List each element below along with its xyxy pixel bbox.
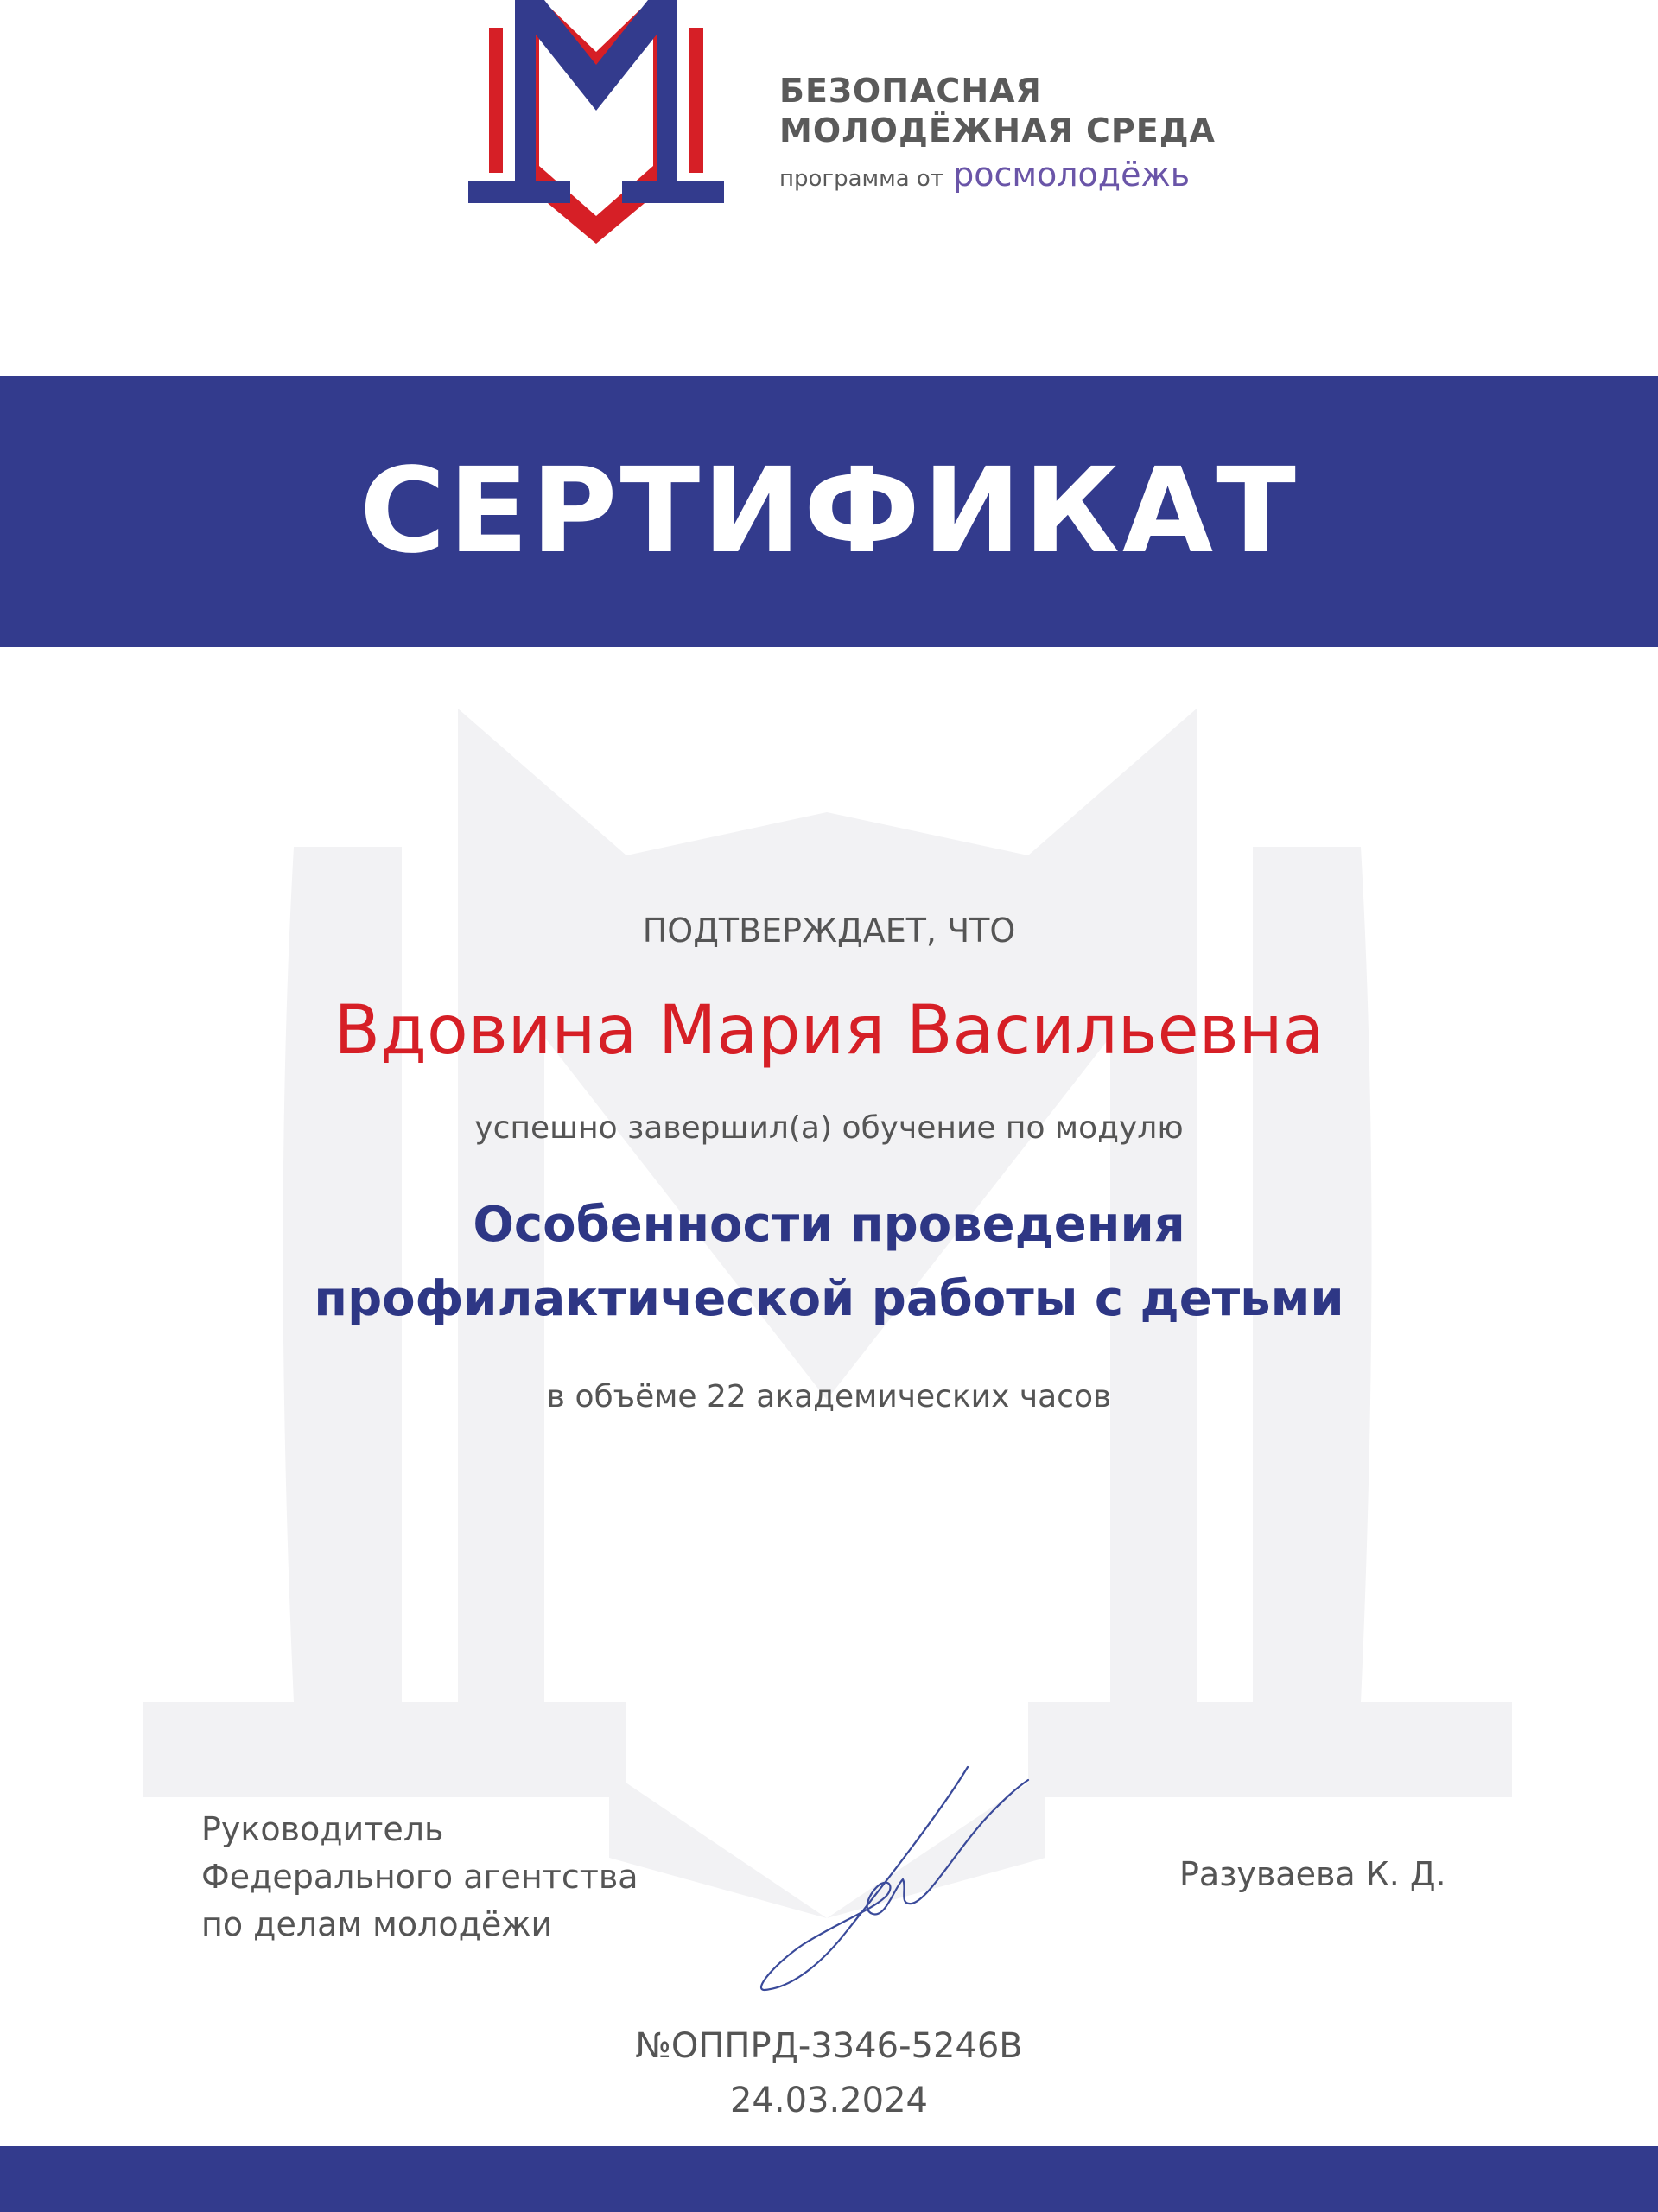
person-name: Вдовина Мария Васильевна	[334, 992, 1324, 1070]
module-title-line-2: профилактической работы с детьми	[314, 1271, 1344, 1327]
brand-org: росмолодёжь	[953, 156, 1191, 194]
signer-role-line-3: по делам молодёжи	[201, 1905, 553, 1943]
bottom-band	[0, 2146, 1658, 2212]
signer-role-line-2: Федерального агентства	[201, 1858, 638, 1896]
certificate-title: СЕРТИФИКАТ	[359, 443, 1299, 580]
brand-line-2: МОЛОДЁЖНАЯ СРЕДА	[779, 111, 1216, 149]
signer-role-line-1: Руководитель	[201, 1810, 444, 1848]
hours-text: в объёме 22 академических часов	[546, 1379, 1112, 1414]
handwritten-signature-icon	[743, 1758, 1054, 1992]
certificate-date: 24.03.2024	[729, 2081, 929, 2120]
shield-m-logo-icon	[465, 0, 728, 246]
title-band	[0, 376, 1658, 647]
module-title-line-1: Особенности проведения	[473, 1197, 1185, 1253]
brand-line-1: БЕЗОПАСНАЯ	[779, 72, 1042, 110]
brand-block	[779, 71, 1315, 194]
brand-prefix: программа от	[779, 166, 943, 192]
module-title	[0, 1188, 1658, 1337]
confirms-text: ПОДТВЕРЖДАЕТ, ЧТО	[642, 912, 1016, 950]
signer-name: Разуваева К. Д.	[1179, 1855, 1446, 1893]
certificate-number: №ОППРД-3346-5246В	[635, 2026, 1023, 2066]
completed-text: успешно завершил(а) обучение по модулю	[474, 1110, 1184, 1146]
brand-subline	[779, 156, 1315, 194]
signer-role	[201, 1806, 638, 1948]
